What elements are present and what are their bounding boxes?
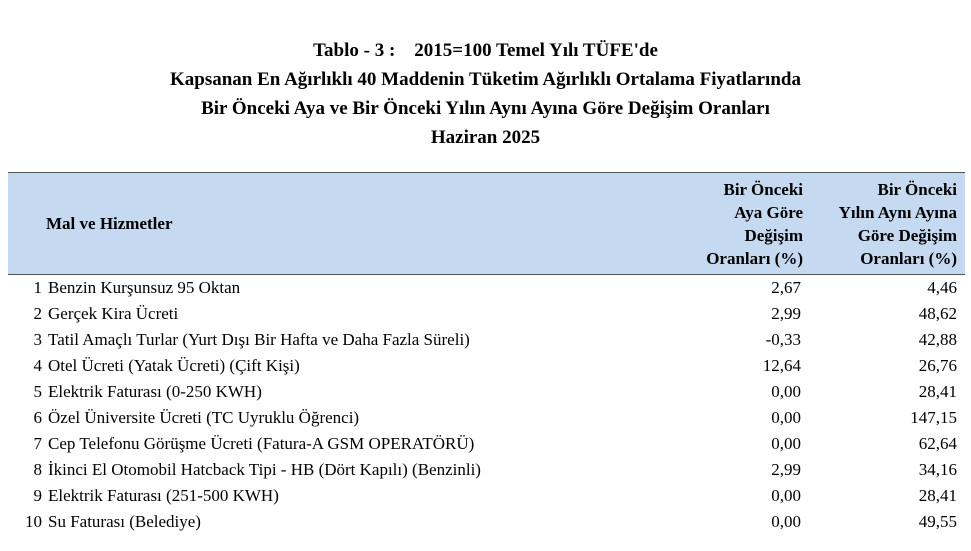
row-item-name: Tatil Amaçlı Turlar (Yurt Dışı Bir Hafta ve Daha Fazla Süreli)	[48, 330, 470, 349]
header-yearly-line-2: Yılın Aynı Ayına	[838, 202, 957, 222]
row-monthly-change: -0,33	[765, 330, 801, 349]
header-monthly-change	[661, 173, 809, 275]
table-row	[8, 405, 965, 431]
table-row	[8, 457, 965, 483]
row-rank: 10	[25, 512, 42, 531]
header-monthly-line-4: Oranları (%)	[706, 248, 803, 268]
title-line-4: Haziran 2025	[430, 127, 541, 148]
row-yearly-change: 28,41	[918, 486, 957, 505]
row-yearly-change: 4,46	[927, 278, 957, 297]
row-monthly-change: 2,67	[771, 278, 801, 297]
table-row	[8, 327, 965, 353]
row-item-name: Cep Telefonu Görüşme Ücreti (Fatura-A GSM OPERATÖRÜ)	[48, 434, 475, 453]
table-row	[8, 509, 965, 535]
row-item-name: Su Faturası (Belediye)	[48, 512, 201, 531]
row-monthly-change: 2,99	[771, 304, 801, 323]
header-item: Mal ve Hizmetler	[8, 173, 661, 275]
row-monthly-change: 12,64	[762, 356, 801, 375]
row-yearly-change: 34,16	[918, 460, 957, 479]
title-line-3: Bir Önceki Aya ve Bir Önceki Yılın Aynı Ayına Göre Değişim Oranları	[201, 98, 770, 119]
title-line-1: Tablo - 3 : 2015=100 Temel Yılı TÜFE'de	[313, 40, 658, 61]
table-body	[8, 275, 965, 536]
row-item-name: Gerçek Kira Ücreti	[48, 304, 179, 323]
header-monthly-line-2: Aya Göre	[734, 202, 803, 222]
row-item-name: Elektrik Faturası (0-250 KWH)	[48, 382, 262, 401]
header-yearly-line-4: Oranları (%)	[860, 248, 957, 268]
table-row	[8, 379, 965, 405]
row-item-name: Özel Üniversite Ücreti (TC Uyruklu Öğrenci)	[48, 408, 360, 427]
row-item-name: Benzin Kurşunsuz 95 Oktan	[48, 278, 241, 297]
row-monthly-change: 0,00	[771, 486, 801, 505]
row-rank: 7	[33, 434, 42, 453]
row-yearly-change: 48,62	[918, 304, 957, 323]
row-item-name: Otel Ücreti (Yatak Ücreti) (Çift Kişi)	[48, 356, 300, 375]
row-monthly-change: 0,00	[771, 408, 801, 427]
header-monthly-line-1: Bir Önceki	[723, 179, 803, 199]
row-rank: 1	[33, 278, 42, 297]
row-rank: 6	[33, 408, 42, 427]
table-row	[8, 483, 965, 509]
row-item-name: İkinci El Otomobil Hatcback Tipi - HB (Dört Kapılı) (Benzinli)	[48, 460, 481, 479]
header-monthly-line-3: Değişim	[744, 225, 803, 245]
table-row	[8, 275, 965, 302]
header-yearly-line-3: Göre Değişim	[857, 225, 957, 245]
table-title	[0, 36, 971, 152]
row-yearly-change: 49,55	[918, 512, 957, 531]
row-rank: 2	[33, 304, 42, 323]
row-yearly-change: 26,76	[918, 356, 957, 375]
row-rank: 3	[33, 330, 42, 349]
row-rank: 9	[33, 486, 42, 505]
row-monthly-change: 0,00	[771, 434, 801, 453]
table-row	[8, 353, 965, 379]
header-yearly-change	[809, 173, 965, 275]
row-monthly-change: 2,99	[771, 460, 801, 479]
row-monthly-change: 0,00	[771, 512, 801, 531]
row-rank: 8	[33, 460, 42, 479]
title-line-2: Kapsanan En Ağırlıklı 40 Maddenin Tüketim Ağırlıklı Ortalama Fiyatlarında	[170, 69, 801, 90]
table-row	[8, 431, 965, 457]
table-header	[8, 173, 965, 275]
header-yearly-line-1: Bir Önceki	[877, 179, 957, 199]
price-change-table	[8, 172, 965, 535]
row-yearly-change: 42,88	[918, 330, 957, 349]
row-yearly-change: 147,15	[910, 408, 957, 427]
row-item-name: Elektrik Faturası (251-500 KWH)	[48, 486, 279, 505]
price-change-table-container	[8, 172, 965, 535]
row-yearly-change: 28,41	[918, 382, 957, 401]
header-row	[8, 173, 965, 275]
row-monthly-change: 0,00	[771, 382, 801, 401]
table-row	[8, 301, 965, 327]
row-rank: 5	[33, 382, 42, 401]
row-yearly-change: 62,64	[918, 434, 957, 453]
row-rank: 4	[33, 356, 42, 375]
